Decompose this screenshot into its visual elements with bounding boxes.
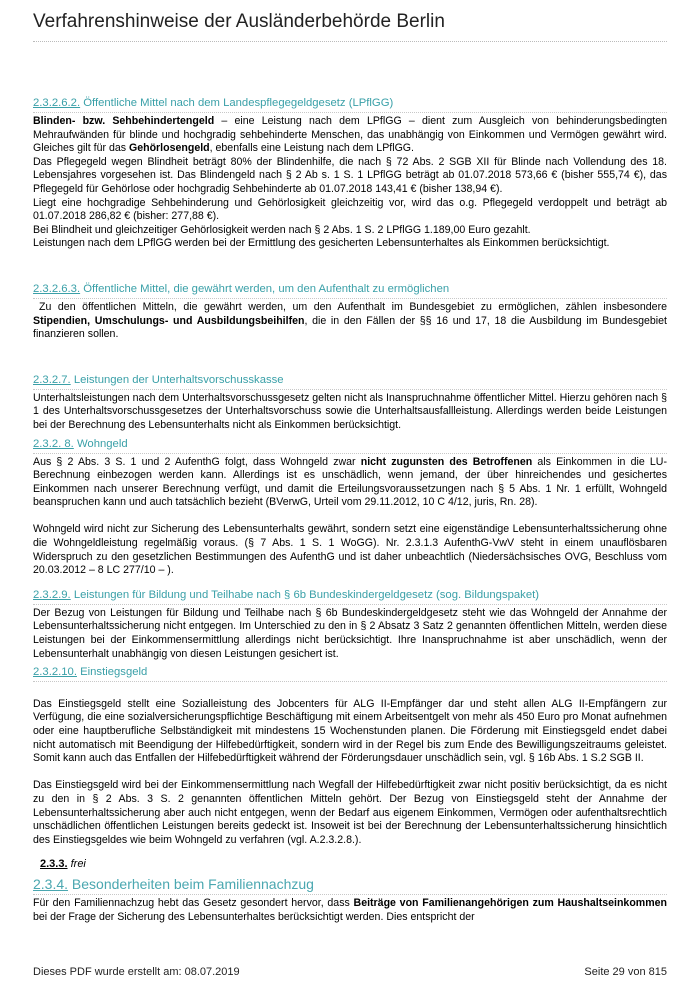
section-title: Besonderheiten beim Familiennachzug <box>71 876 314 893</box>
paragraph-text: als Einkommen in die LU- Berechnung einbezogen werden kann. Allerdings ist es unschädlich, wenn jemand, der über hinreichendes und gesichertes Einkommen nach unserer Berechnung verfügt, und damit die Erteilungsvoraussetzungen nach § 5 Abs. 1 Nr. 1 erfüllt, Wohngeld beanspruchen kann und auch tatsächlich bezieht (BVerwG, Urteil vom 29.11.2012, 10 C 4/12, juris, Rn. 28). <box>33 455 667 509</box>
paragraph-text: , die in den Fällen der §§ 16 und 17, 18 die Ausbildung im Bundesgebiet finanzieren sollen. <box>33 314 667 341</box>
paragraph <box>33 456 667 510</box>
document-body <box>33 96 667 925</box>
paragraph <box>33 897 667 924</box>
bold-term: Beiträge von Familienangehörigen zum Haushaltseinkommen <box>353 897 668 910</box>
section-title: Leistungen der Unterhaltsvorschusskasse <box>73 373 284 386</box>
page-header-title: Verfahrenshinweise der Ausländerbehörde Berlin <box>33 11 445 32</box>
section-number-link[interactable]: 2.3.2.9. <box>33 588 71 601</box>
section-note: frei <box>70 858 86 871</box>
paragraph: Leistungen nach dem LPflGG werden bei der Ermittlung des gesicherten Lebensunterhaltes als Einkommen berücksichtigt. <box>33 237 610 250</box>
section-title: Öffentliche Mittel nach dem Landespflegegeldgesetz (LPflGG) <box>83 97 394 109</box>
bold-term: nicht zugunsten des Betroffenen <box>360 455 533 468</box>
paragraph: Das Einstiegsgeld stellt eine Sozialleistung des Jobcenters für ALG II-Empfänger dar und steht allen ALG II-Empfängern zur Verfügung, die eine sozialversicherungspflichtige Beschäftigung mit einem Arbeitsentgelt von mehr als 450 Euro pro Monat aufnehmen oder eine hauptberufliche Selbständigkeit mit mindestens 15 Wochenstunden planen. Die Förderung mit Einstiegsgeld endet dabei nicht automatisch mit Beendigung der Hilfebedürftigkeit, sondern wird in der Regel bis zum Ende des Bewilligungszeitraums geleistet. Somit kann auch das Entfallen der Hilfebedürftigkeit während der Förderungsdauer unschädlich sein, vgl. § 16b Abs. 1 S.2 SGB II. <box>33 697 667 765</box>
paragraph: Wohngeld wird nicht zur Sicherung des Lebensunterhalts gewährt, sondern setzt eine eigenständige Lebensunterhaltssicherung ohne die Wohngeldleistung regelmäßig voraus. (§ 7 Abs. 1 S. 1 WoGG). Nr. 2.3.1.3 AufenthG-VwV steht in einem unauflösbaren Widerspruch zu den gesetzlichen Bestimmungen des AufenthG und ist daher unbeachtlich (Niedersächsisches OVG, Beschluss vom 20.03.2012 – 8 LC 277/10 – ). <box>33 523 667 577</box>
section-number-link[interactable]: 2.3.2. 8. <box>33 437 74 450</box>
bold-term: Stipendien, Umschulungs- und Ausbildungsbeihilfen <box>33 314 305 327</box>
paragraph-text: Zu den öffentlichen Mitteln, die gewährt werden, um den Aufenthalt im Bundesgebiet zu ermöglichen, zählen insbesondere <box>39 300 667 313</box>
section-2-3-3 <box>40 857 667 871</box>
section-number-link[interactable]: 2.3.3. <box>40 858 68 871</box>
paragraph-text: Für den Familiennachzug hebt das Gesetz gesondert hervor, dass <box>33 897 354 910</box>
footer-page-number: Seite 29 von 815 <box>584 966 667 978</box>
section-number-link[interactable]: 2.3.2.6.3. <box>33 282 81 295</box>
paragraph: Der Bezug von Leistungen für Bildung und Teilhabe nach § 6b Bundeskindergeldgesetz steht wie das Wohngeld der Annahme der Lebensunterhaltssicherung nicht entgegen. Im Unterschied zu den in § 2 Absatz 3 Satz 2 genannten öffentlichen Mitteln, werden diese Leistungen bei der Einkommensermittlung allerdings nicht berücksichtigt. Ihre Inanspruchnahme ist aber unschädlich, wenn der Lebensunterhalt unabhängig von diesen Leistungen gesichert ist. <box>33 606 667 660</box>
paragraph <box>33 301 667 342</box>
section-heading-2-3-2-10 <box>33 665 667 682</box>
page-header <box>33 10 667 42</box>
paragraph-text: – eine Leistung nach dem LPflGG – dient zum Ausgleich von behinderungsbedingten Mehraufwänden für blinde und hochgradig sehbehinderte Menschen, das unabhängig von Einkommen und Vermögen gewährt wird. Gleiches gilt für das <box>33 115 667 155</box>
section-number-link[interactable]: 2.3.2.7. <box>33 373 71 386</box>
paragraph: Das Einstiegsgeld wird bei der Einkommensermittlung nach Wegfall der Hilfebedürftigkeit zwar nicht positiv berücksichtigt, da es nicht zu den in § 2 Abs. 3 S. 2 genannten öffentlichen Mitteln gehört. Der Bezug von Einstiegsgeld steht der Annahme der Lebensunterhaltssicherung aber auch nicht entgegen, wenn der Bedarf aus eigenem Einkommen, Vermögen oder aufenthaltsrechtlich unschädlichen öffentlichen Leistungen bereits gedeckt ist. Insoweit ist bei der Berechnung der Lebensunterhaltssicherung hinsichtlich des Einstiegsgeldes wie beim Wohngeld zu verfahren (vgl. A.2.3.2.8.). <box>33 779 667 846</box>
section-heading-2-3-2-6-2 <box>33 96 667 113</box>
paragraph <box>33 115 667 156</box>
page-footer <box>33 966 667 978</box>
paragraph-text: , ebenfalls eine Leistung nach dem LPflGG. <box>209 142 414 155</box>
section-number-link[interactable]: 2.3.2.10. <box>33 666 77 679</box>
bold-term: Gehörlosengeld <box>128 142 210 155</box>
section-number-link[interactable]: 2.3.2.6.2. <box>33 97 81 109</box>
paragraph: Unterhaltsleistungen nach dem Unterhaltsvorschussgesetz gelten nicht als Inanspruchnahme öffentlicher Mittel. Hierzu gehören nach § 1 des Unterhaltsvorschussgesetzes der Unterhaltsvorschuss sowie die Unterhaltsausfallleistung. Allerdings werden beide Leistungen bei der Berechnung des Lebensunterhalts nicht als Einkommen berücksichtigt. <box>33 391 667 431</box>
paragraph: Das Pflegegeld wegen Blindheit beträgt 80% der Blindenhilfe, die nach § 72 Abs. 2 SGB XII für Blinde nach Vollendung des 18. Lebensjahres vorgesehen ist. Das Blindengeld nach § 2 Ab s. 1 S. 1 LPflGG beträgt ab 01.07.2018 573,66 € (bisher 555,74 €), das Pflegegeld für Gehörlose oder hochgradig Sehbehinderte ab 01.07.2018 143,41 € (bisher 138,94 €). <box>33 155 667 195</box>
section-number-link[interactable]: 2.3.4. <box>33 876 69 893</box>
section-title: Einstiegsgeld <box>80 666 148 679</box>
paragraph: Bei Blindheit und gleichzeitiger Gehörlosigkeit werden nach § 2 Abs. 1 S. 2 LPflGG 1.189,00 Euro gezahlt. <box>33 223 531 236</box>
section-title: Wohngeld <box>76 437 128 450</box>
paragraph: Liegt eine hochgradige Sehbehinderung und Gehörlosigkeit gleichzeitig vor, wird das o.g. Pflegegeld verdoppelt und beträgt ab 01.07.2018 286,82 € (bisher: 277,88 €). <box>33 196 667 223</box>
section-heading-2-3-2-7 <box>33 373 667 390</box>
section-heading-2-3-2-6-3 <box>33 282 667 299</box>
paragraph-text: Aus § 2 Abs. 3 S. 1 und 2 AufenthG folgt, dass Wohngeld zwar <box>33 455 361 468</box>
paragraph-text: bei der Frage der Sicherung des Lebensunterhaltes berücksichtigt werden. Dies entspricht der <box>33 910 475 923</box>
section-title: Öffentliche Mittel, die gewährt werden, um den Aufenthalt zu ermöglichen <box>83 282 450 295</box>
bold-term: Blinden- bzw. Sehbehindertengeld <box>33 115 215 127</box>
section-heading-2-3-4 <box>33 875 667 895</box>
section-title: Leistungen für Bildung und Teilhabe nach § 6b Bundeskindergeldgesetz (sog. Bildungspaket) <box>73 588 540 601</box>
section-heading-2-3-2-8 <box>33 437 667 454</box>
section-heading-2-3-2-9 <box>33 588 667 605</box>
footer-created-date: Dieses PDF wurde erstellt am: 08.07.2019 <box>33 966 240 978</box>
